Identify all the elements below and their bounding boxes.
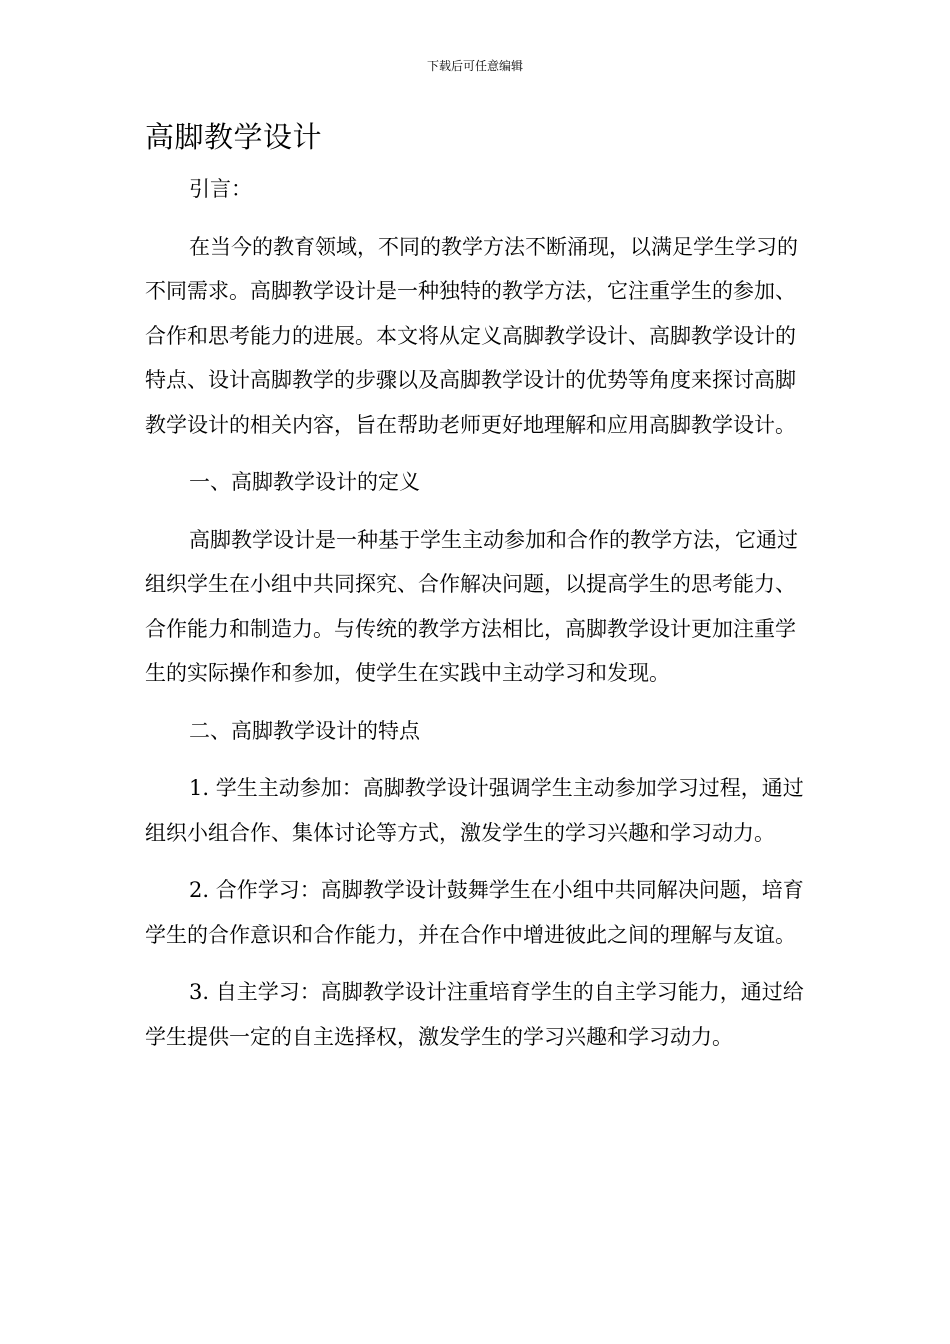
definition-paragraph: 高脚教学设计是一种基于学生主动参加和合作的教学方法，它通过组织学生在小组中共同探究、合作解决问题，以提高学生的思考能力、合作能力和制造力。与传统的教学方法相比，高脚教学设计更加注重学生的实际操作和参加，使学生在实践中主动学习和发现。 [145,527,798,685]
section-heading-definition: 一、高脚教学设计的定义 [189,470,420,494]
document-body [145,167,807,1059]
header-note: 下载后可任意编辑 [426,59,523,73]
feature-item-3: 3. 自主学习：高脚教学设计注重培育学生的自主学习能力，通过给学生提供一定的自主选择权，激发学生的学习兴趣和学习动力。 [145,980,804,1049]
feature-item-2: 2. 合作学习：高脚教学设计鼓舞学生在小组中共同解决问题，培育学生的合作意识和合作能力，并在合作中增进彼此之间的理解与友谊。 [145,878,804,947]
section-heading-features: 二、高脚教学设计的特点 [189,718,420,743]
document-title: 高脚教学设计 [145,120,323,154]
intro-label: 引言： [189,177,252,201]
intro-paragraph: 在当今的教育领域，不同的教学方法不断涌现，以满足学生学习的不同需求。高脚教学设计是一种独特的教学方法，它注重学生的参加、合作和思考能力的进展。本文将从定义高脚教学设计、高脚教学设计的特点、设计高脚教学的步骤以及高脚教学设计的优势等角度来探讨高脚教学设计的相关内容，旨在帮助老师更好地理解和应用高脚教学设计。 [145,234,798,437]
feature-item-1: 1. 学生主动参加：高脚教学设计强调学生主动参加学习过程，通过组织小组合作、集体讨论等方式，激发学生的学习兴趣和学习动力。 [145,776,804,845]
